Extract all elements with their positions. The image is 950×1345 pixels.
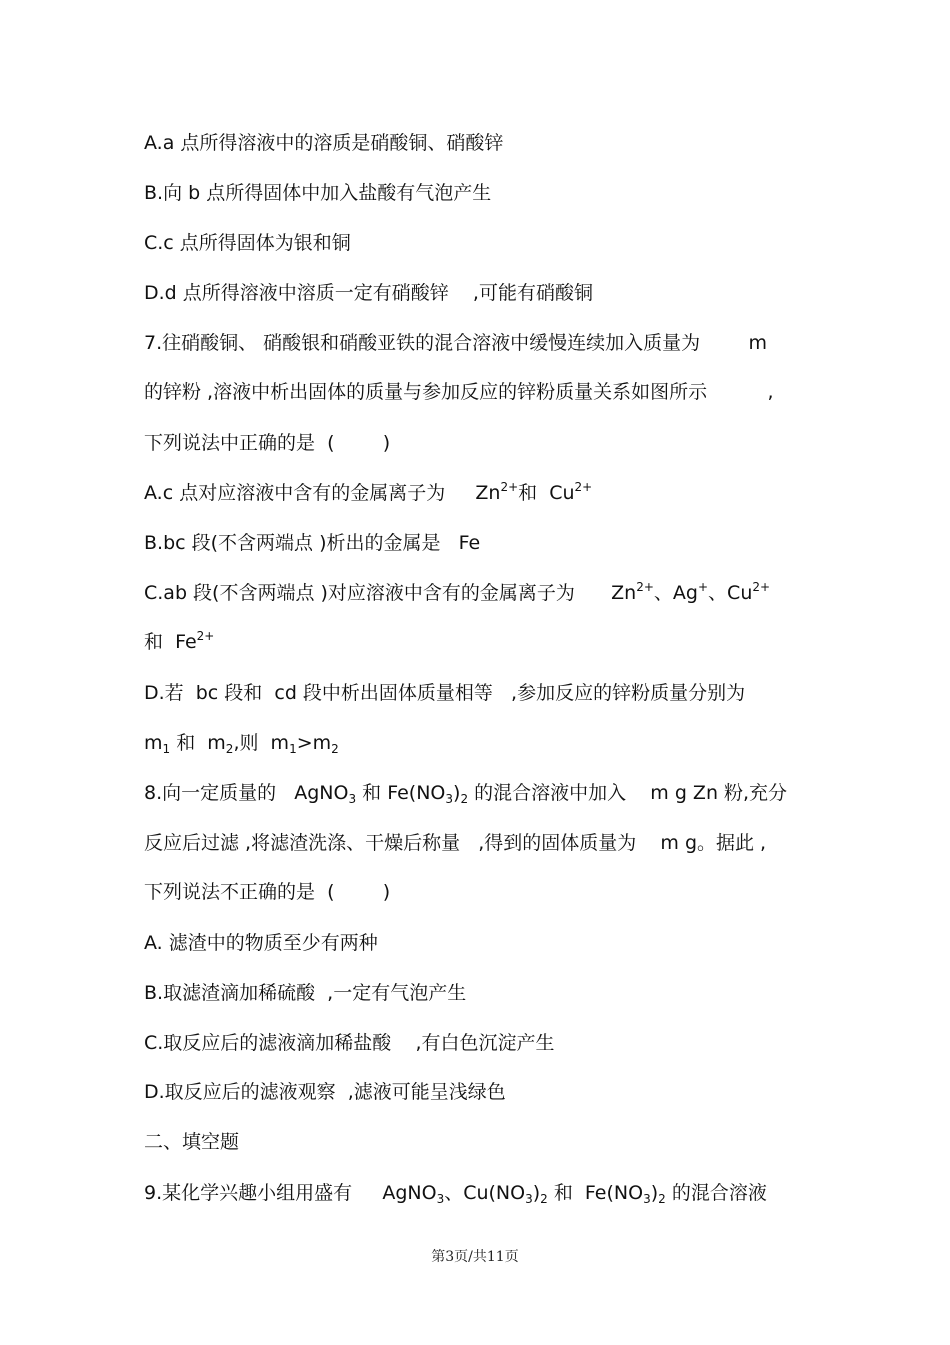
q6-option-d: D.d 点所得溶液中溶质一定有硝酸锌 ,可能有硝酸铜 — [144, 282, 593, 304]
q6-option-a: A.a 点所得溶液中的溶质是硝酸铜、硝酸锌 — [144, 132, 504, 154]
q7-option-b: B.bc 段(不含两端点 )析出的金属是 Fe — [144, 532, 481, 554]
q8-stem-line-1: 8.向一定质量的 AgNO$_3$ 和 $Fe(NO_3)_2$ 的混合溶液中加入 m g Zn 粉,充分 — [144, 782, 788, 806]
q7-stem-line-1: 7.往硝酸铜、 硝酸银和硝酸亚铁的混合溶液中缓慢连续加入质量为 m — [144, 332, 767, 354]
q7-option-c-continued: 和 $Fe^{2+}$ — [144, 629, 215, 653]
section-heading-fill-in: 二、填空题 — [144, 1131, 240, 1153]
q8-option-c: C.取反应后的滤液滴加稀盐酸 ,有白色沉淀产生 — [144, 1032, 555, 1054]
q7-stem-line-2: 的锌粉 ,溶液中析出固体的质量与参加反应的锌粉质量关系如图所示 , — [144, 381, 774, 403]
q6-option-c: C.c 点所得固体为银和铜 — [144, 232, 351, 254]
q8-stem-line-3: 下列说法不正确的是 ( ) — [144, 881, 391, 903]
q8-option-a: A. 滤渣中的物质至少有两种 — [144, 932, 378, 954]
q7-option-d: D.若 bc 段和 cd 段中析出固体质量相等 ,参加反应的锌粉质量分别为 — [144, 682, 746, 704]
q7-option-a: A.c 点对应溶液中含有的金属离子为 $Zn^{2+}$和 $Cu^{2+}$ — [144, 480, 593, 504]
q8-option-d: D.取反应后的滤液观察 ,滤液可能呈浅绿色 — [144, 1081, 506, 1103]
q7-option-c: C.ab 段(不含两端点 )对应溶液中含有的金属离子为 $Zn^{2+}$、Ag+、$Cu^{2+}$ — [144, 580, 771, 604]
q7-stem-line-3: 下列说法中正确的是 ( ) — [144, 432, 391, 454]
q9-stem-line-1: 9.某化学兴趣小组用盛有 AgNO$_3$、$Cu(NO_3)_2$ 和 $Fe(NO_3)_2$ 的混合溶液 — [144, 1182, 767, 1206]
q6-option-b: B.向 b 点所得固体中加入盐酸有气泡产生 — [144, 182, 492, 204]
q7-option-d-continued: $m_1$ 和 $m_2$,则 $m_1>m_2$ — [144, 732, 339, 756]
q8-option-b: B.取滤渣滴加稀硫酸 ,一定有气泡产生 — [144, 982, 467, 1004]
q8-stem-line-2: 反应后过滤 ,将滤渣洗涤、干燥后称量 ,得到的固体质量为 m g。据此 , — [144, 832, 767, 854]
page-footer: 第3页/共11页 — [431, 1249, 519, 1265]
